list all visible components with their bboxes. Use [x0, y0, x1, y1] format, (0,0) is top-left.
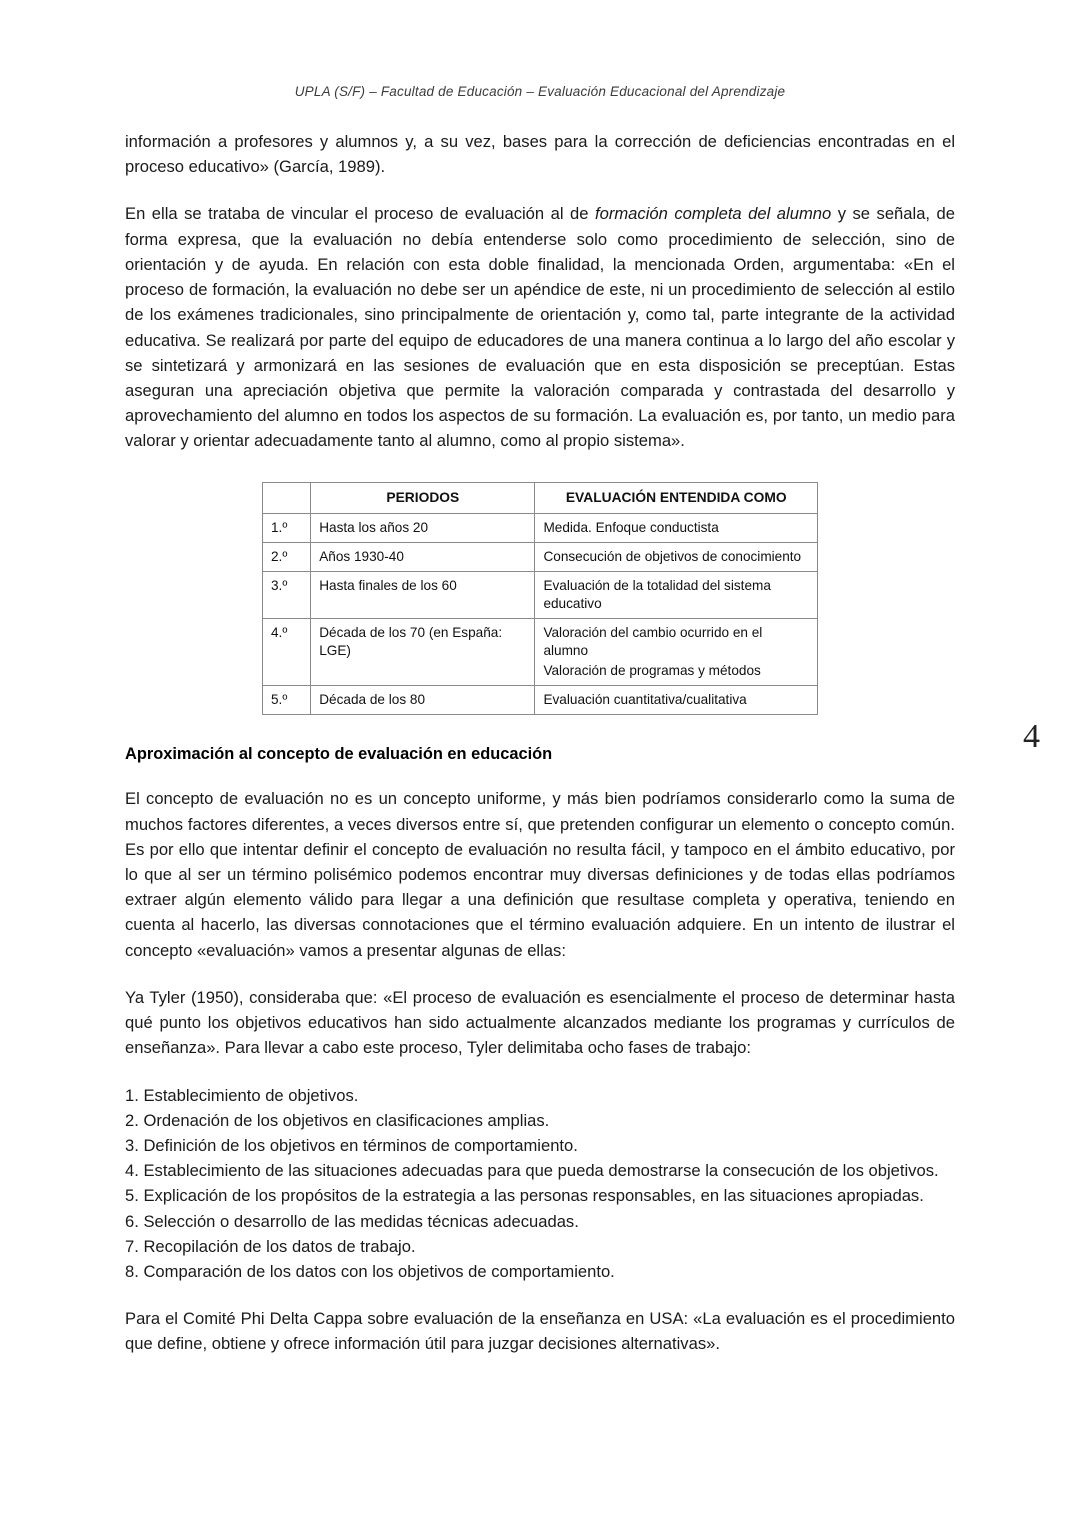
paragraph-2-part-1: En ella se trataba de vincular el proceso de evaluación al de: [125, 204, 595, 224]
cell-meaning-line: Valoración de programas y métodos: [543, 663, 761, 679]
cell-index: 1.º: [263, 513, 311, 542]
periods-table-body: [263, 513, 818, 715]
cell-index: 3.º: [263, 571, 311, 618]
cell-period: Años 1930-40: [311, 542, 535, 571]
cell-period: Década de los 70 (en España: LGE): [311, 618, 535, 686]
table-header-row: [263, 482, 818, 513]
periods-table-head: [263, 482, 818, 513]
cell-meaning: [535, 618, 818, 686]
list-item: 2. Ordenación de los objetivos en clasificaciones amplias.: [125, 1110, 550, 1130]
page-header: UPLA (S/F) – Facultad de Educación – Evaluación Educacional del Aprendizaje: [294, 84, 786, 99]
column-header-periods: PERIODOS: [311, 482, 535, 513]
cell-meaning: [535, 686, 818, 715]
cell-meaning-line: Medida. Enfoque conductista: [543, 519, 719, 535]
list-item: 6. Selección o desarrollo de las medidas técnicas adecuadas.: [125, 1211, 579, 1231]
table-row: [263, 686, 818, 715]
list-item: 1. Establecimiento de objetivos.: [125, 1085, 359, 1105]
page-number: 4: [1023, 718, 1040, 755]
table-row: [263, 513, 818, 542]
list-item: 3. Definición de los objetivos en términos de comportamiento.: [125, 1135, 578, 1155]
cell-index: 5.º: [263, 686, 311, 715]
cell-period: Hasta finales de los 60: [311, 571, 535, 618]
cell-meaning-line: Valoración del cambio ocurrido en el alumno: [543, 624, 763, 658]
list-item: 7. Recopilación de los datos de trabajo.: [125, 1236, 416, 1256]
column-header-index: [263, 482, 311, 513]
periods-table: [262, 482, 818, 716]
paragraph-4: Ya Tyler (1950), consideraba que: «El proceso de evaluación es esencialmente el proceso de determinar hasta qué punto los objetivos educativos han sido actualmente alcanzados mediante los programas y currículos de enseñanza». Para llevar a cabo este proceso, Tyler delimitaba ocho fases de trabajo:: [125, 987, 955, 1058]
table-row: [263, 542, 818, 571]
cell-meaning-line: Consecución de objetivos de conocimiento: [543, 548, 802, 564]
cell-meaning-line: Evaluación de la totalidad del sistema educativo: [543, 577, 771, 611]
cell-index: 4.º: [263, 618, 311, 686]
list-item: 4. Establecimiento de las situaciones adecuadas para que pueda demostrarse la consecución de los objetivos.: [125, 1161, 939, 1181]
paragraph-1: información a profesores y alumnos y, a su vez, bases para la corrección de deficiencias encontradas en el proceso educativo» (García, 1989).: [125, 132, 955, 177]
paragraph-3: El concepto de evaluación no es un concepto uniforme, y más bien podríamos considerarlo como la suma de muchos factores diferentes, a veces diversos entre sí, que pretenden configurar un elemento o concepto común. Es por ello que intentar definir el concepto de evaluación no resulta fácil, y tampoco en el ámbito educativo, por lo que al ser un término polisémico podemos encontrar muy diversas definiciones y de todas ellas podríamos extraer algún elemento válido para llegar a una definición que resultase completa y operativa, teniendo en cuenta al hacerlo, las diversas connotaciones que el término evaluación adquiere. En un intento de ilustrar el concepto «evaluación» vamos a presentar algunas de ellas:: [125, 789, 955, 960]
paragraph-5: Para el Comité Phi Delta Cappa sobre evaluación de la enseñanza en USA: «La evaluación es el procedimiento que define, obtiene y ofrece información útil para juzgar decisiones alternativas».: [125, 1309, 955, 1354]
list-item: 5. Explicación de los propósitos de la estrategia a las personas responsables, en las situaciones apropiadas.: [125, 1186, 924, 1206]
section-heading: Aproximación al concepto de evaluación en educación: [125, 745, 553, 764]
list-item: 8. Comparación de los datos con los objetivos de comportamiento.: [125, 1262, 615, 1282]
cell-meaning-line: Evaluación cuantitativa/cualitativa: [543, 692, 747, 708]
paragraph-2-emphasis: formación completa del alumno: [594, 204, 832, 224]
table-row: [263, 571, 818, 618]
tyler-phases-list: [125, 1083, 955, 1285]
cell-period: Década de los 80: [311, 686, 535, 715]
page-content: [125, 99, 955, 1357]
cell-meaning: [535, 513, 818, 542]
periods-table-wrapper: [125, 482, 955, 716]
cell-meaning: [535, 571, 818, 618]
cell-index: 2.º: [263, 542, 311, 571]
cell-meaning: [535, 542, 818, 571]
column-header-meaning: EVALUACIÓN ENTENDIDA COMO: [535, 482, 818, 513]
paragraph-2-part-2: y se señala, de forma expresa, que la evaluación no debía entenderse solo como procedimiento de selección, sino de orientación y de ayuda. En relación con esta doble finalidad, la mencionada Orden, argumentaba: «En el proceso de formación, la evaluación no debe ser un apéndice de este, ni un procedimiento de selección al estilo de los exámenes tradicionales, sino principalmente de orientación y, como tal, parte integrante de la actividad educativa. Se realizará por parte del equipo de educadores de una manera continua a lo largo del año escolar y se sintetizará y armonizará en las sesiones de evaluación que en esta disposición se preceptúan. Estas aseguran una apreciación objetiva que permite la valoración comparada y contrastada del desarrollo y aprovechamiento del alumno en todos los aspectos de su formación. La evaluación es, por tanto, un medio para valorar y orientar adecuadamente tanto al alumno, como al propio sistema».: [125, 204, 955, 451]
cell-period: Hasta los años 20: [311, 513, 535, 542]
table-row: [263, 618, 818, 686]
paragraph-2: [125, 201, 955, 453]
